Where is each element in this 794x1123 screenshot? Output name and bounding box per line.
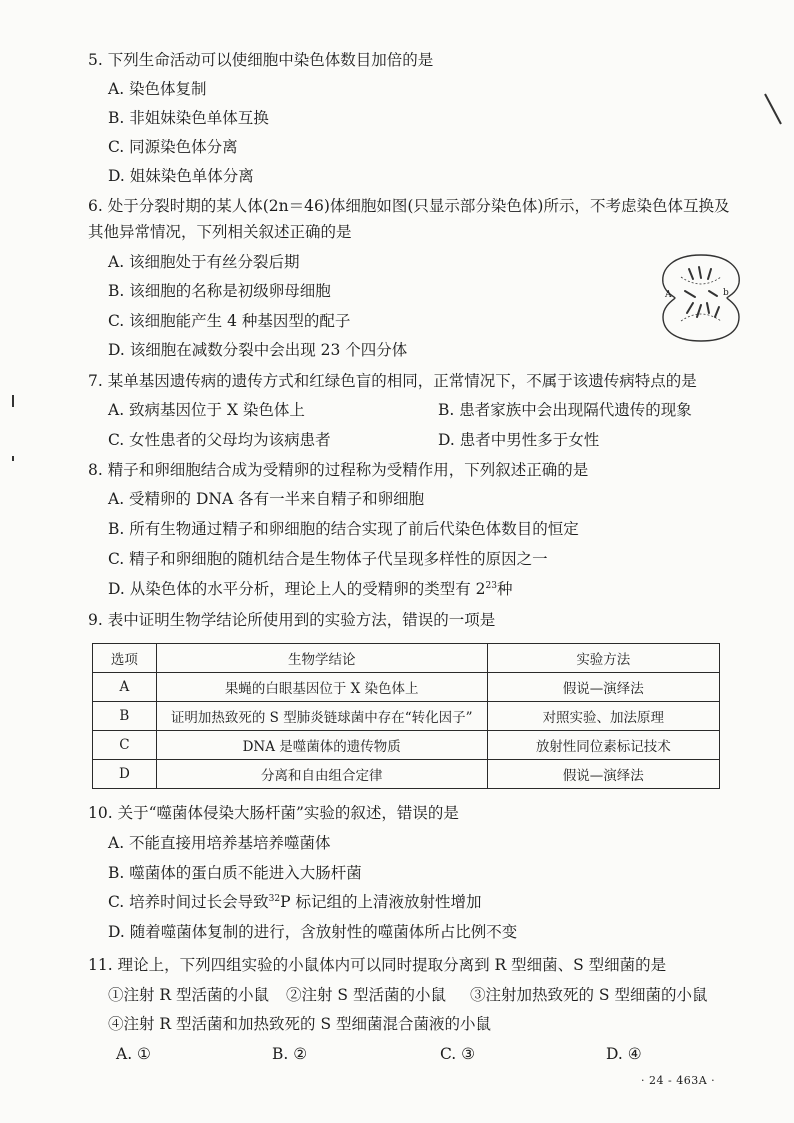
table-row xyxy=(93,702,720,731)
table-header: 生物学结论 xyxy=(156,644,487,673)
scan-mark xyxy=(12,456,14,461)
q11-item-3: ③注射加热致死的 S 型细菌的小鼠 xyxy=(470,986,708,1004)
q8-option-d: D. 从染色体的水平分析，理论上人的受精卵的类型有 $2^{23}$种 xyxy=(108,580,513,598)
q6-option-b: B. 该细胞的名称是初级卵母细胞 xyxy=(108,282,331,300)
q7-option-b: B. 患者家族中会出现隔代遗传的现象 xyxy=(438,401,692,419)
q11-item-2: ②注射 S 型活菌的小鼠 xyxy=(286,986,446,1004)
cell-membrane xyxy=(663,255,739,341)
q6-stem-line1: 6. 处于分裂时期的某人体(2n＝46)体细胞如图(只显示部分染色体)所示，不考虑染色体互换及 xyxy=(88,197,730,215)
table-cell: 果蝇的白眼基因位于 X 染色体上 xyxy=(156,673,487,702)
table-cell: D xyxy=(93,760,157,789)
q11-option-d: D. ④ xyxy=(606,1045,642,1063)
q8-option-b: B. 所有生物通过精子和卵细胞的结合实现了前后代染色体数目的恒定 xyxy=(108,520,579,538)
cell-division-figure xyxy=(657,251,745,345)
q10-option-d: D. 随着噬菌体复制的进行，含放射性的噬菌体所占比例不变 xyxy=(108,923,518,941)
q10-option-a: A. 不能直接用培养基培养噬菌体 xyxy=(108,834,331,852)
table-cell: DNA 是噬菌体的遗传物质 xyxy=(156,731,487,760)
table-header-row xyxy=(93,644,720,673)
chromosome xyxy=(709,291,717,296)
chromosome xyxy=(715,307,719,317)
q11-option-a: A. ① xyxy=(116,1045,151,1063)
q5-option-c: C. 同源染色体分离 xyxy=(108,138,238,156)
table-cell: 分离和自由组合定律 xyxy=(156,760,487,789)
q7-option-d: D. 患者中男性多于女性 xyxy=(438,431,600,449)
q6-stem-line2: 其他异常情况，下列相关叙述正确的是 xyxy=(88,223,352,241)
chromosome xyxy=(699,267,701,278)
q6-option-d: D. 该细胞在减数分裂中会出现 23 个四分体 xyxy=(108,341,408,359)
q5-option-b: B. 非姐妹染色单体互换 xyxy=(108,109,269,127)
table-row xyxy=(93,673,720,702)
q11-stem: 11. 理论上，下列四组实验的小鼠体内可以同时提取分离到 R 型细菌、S 型细菌的是 xyxy=(88,956,667,974)
q5-option-a: A. 染色体复制 xyxy=(108,80,207,98)
q11-option-b: B. ② xyxy=(272,1045,308,1063)
q11-item-1: ①注射 R 型活菌的小鼠 xyxy=(108,986,270,1004)
q5-option-d: D. 姐妹染色单体分离 xyxy=(108,167,254,185)
q7-stem: 7. 某单基因遗传病的遗传方式和红绿色盲的相同，正常情况下，不属于该遗传病特点的是 xyxy=(88,372,697,390)
chromosome xyxy=(689,269,693,279)
table-cell: 证明加热致死的 S 型肺炎链球菌中存在“转化因子” xyxy=(156,702,487,731)
q10-stem: 10. 关于“噬菌体侵染大肠杆菌”实验的叙述，错误的是 xyxy=(88,804,459,822)
page-code: · 24 - 463A · xyxy=(641,1074,716,1087)
table-row xyxy=(93,760,720,789)
table-header: 选项 xyxy=(93,644,157,673)
figure-label-b: b xyxy=(723,288,729,298)
table-cell: C xyxy=(93,731,157,760)
chromosome xyxy=(687,303,693,313)
figure-label-A: A xyxy=(665,290,672,300)
table-cell: A xyxy=(93,673,157,702)
q6-option-a: A. 该细胞处于有丝分裂后期 xyxy=(108,253,300,271)
table-cell: 假说—演绎法 xyxy=(487,760,719,789)
table-row xyxy=(93,731,720,760)
q11-option-c: C. ③ xyxy=(440,1045,476,1063)
q5-stem: 5. 下列生命活动可以使细胞中染色体数目加倍的是 xyxy=(88,51,434,69)
table-cell: 放射性同位素标记技术 xyxy=(487,731,719,760)
q11-item-4: ④注射 R 型活菌和加热致死的 S 型细菌混合菌液的小鼠 xyxy=(108,1015,491,1033)
table-cell: 假说—演绎法 xyxy=(487,673,719,702)
q7-option-a: A. 致病基因位于 X 染色体上 xyxy=(108,401,305,419)
chromosome xyxy=(697,305,701,317)
chromosome xyxy=(685,291,695,297)
q10-option-b: B. 噬菌体的蛋白质不能进入大肠杆菌 xyxy=(108,864,362,882)
q7-option-c: C. 女性患者的父母均为该病患者 xyxy=(108,431,331,449)
q8-stem: 8. 精子和卵细胞结合成为受精卵的过程称为受精作用，下列叙述正确的是 xyxy=(88,461,589,479)
scan-mark xyxy=(12,395,14,407)
chromosome xyxy=(708,269,711,279)
q10-option-c: C. 培养时间过长会导致$^{32}$P 标记组的上清液放射性增加 xyxy=(108,893,482,911)
table-header: 实验方法 xyxy=(487,644,719,673)
q8-option-a: A. 受精卵的 DNA 各有一半来自精子和卵细胞 xyxy=(108,490,425,508)
q9-stem: 9. 表中证明生物学结论所使用到的实验方法，错误的一项是 xyxy=(88,611,496,629)
table-cell: B xyxy=(93,702,157,731)
table-cell: 对照实验、加法原理 xyxy=(487,702,719,731)
q8-option-c: C. 精子和卵细胞的随机结合是生物体子代呈现多样性的原因之一 xyxy=(108,550,548,568)
scan-mark xyxy=(764,94,782,125)
experiment-table xyxy=(92,643,720,789)
q6-option-c: C. 该细胞能产生 4 种基因型的配子 xyxy=(108,312,351,330)
chromosome xyxy=(707,303,709,313)
